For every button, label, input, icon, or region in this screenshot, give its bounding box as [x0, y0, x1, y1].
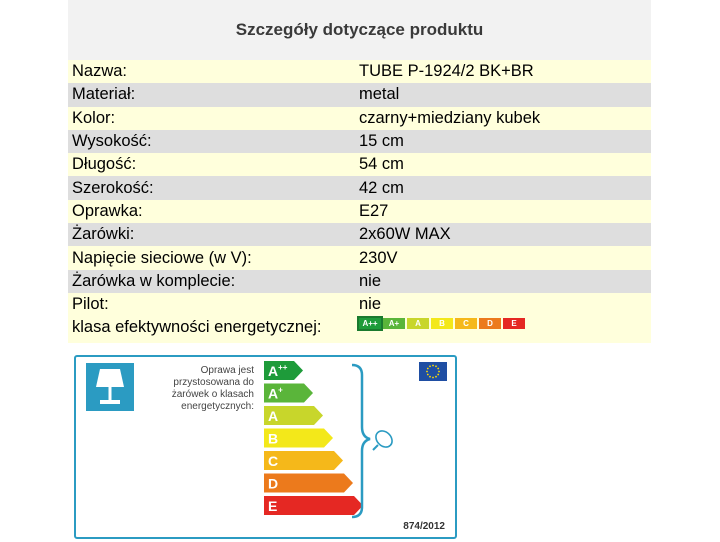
row-label: Materiał:	[72, 85, 136, 104]
table-row	[68, 176, 651, 199]
energy-class-mini-scale	[359, 316, 525, 329]
lamp-icon	[86, 363, 134, 411]
energy-class-letter: A	[268, 408, 279, 424]
table-row	[68, 223, 651, 246]
row-label: Kolor:	[72, 108, 116, 127]
energy-class-letter: C	[268, 453, 279, 469]
row-value: 42 cm	[359, 178, 404, 197]
table-row	[68, 130, 651, 153]
label-description-line: Oprawa jest	[200, 365, 254, 376]
row-value: 230V	[359, 248, 398, 267]
eu-star-icon	[435, 365, 437, 367]
energy-class-chip: A+	[383, 318, 405, 329]
energy-class-letter: D	[268, 475, 279, 492]
table-row	[68, 270, 651, 293]
row-label: Szerokość:	[72, 178, 154, 197]
energy-class-row	[68, 316, 651, 343]
details-table	[68, 60, 651, 316]
eu-star-icon	[429, 365, 431, 367]
eu-star-icon	[432, 365, 434, 367]
energy-class-chip: A++	[359, 318, 381, 329]
table-row	[68, 153, 651, 176]
eu-star-icon	[435, 376, 437, 378]
row-label: Żarówka w komplecie:	[72, 271, 236, 290]
energy-class-letter: A++	[268, 363, 288, 379]
energy-class-chip: D	[479, 318, 501, 329]
energy-class-letter: E	[268, 498, 278, 514]
row-value: nie	[359, 271, 382, 290]
table-row	[68, 293, 651, 316]
energy-class-chip: A	[407, 318, 429, 329]
row-value: 54 cm	[359, 155, 404, 174]
row-value: E27	[359, 201, 389, 220]
energy-label-area	[68, 347, 651, 540]
eu-star-icon	[437, 374, 439, 376]
eu-star-icon	[438, 371, 440, 373]
energy-class-label: klasa efektywności energetycznej:	[72, 318, 322, 337]
row-value: 15 cm	[359, 132, 404, 151]
energy-class-arrow	[264, 496, 363, 515]
label-description-line: żarówek o klasach	[171, 389, 254, 400]
row-label: Pilot:	[72, 295, 109, 314]
row-value: nie	[359, 295, 382, 314]
label-description-line: przystosowana do	[173, 377, 254, 388]
row-value: czarny+miedziany kubek	[359, 108, 541, 127]
label-description	[172, 365, 255, 412]
row-label: Żarówki:	[72, 225, 135, 244]
row-value: metal	[359, 85, 400, 104]
energy-class-chip: B	[431, 318, 453, 329]
label-description-line: energetycznych:	[181, 401, 254, 412]
row-label: Nazwa:	[72, 62, 128, 81]
table-row	[68, 107, 651, 130]
energy-class-arrows	[264, 361, 363, 515]
regulation-number: 874/2012	[403, 521, 445, 532]
energy-class-chip: C	[455, 318, 477, 329]
energy-class-letter: B	[268, 430, 279, 447]
eu-star-icon	[429, 376, 431, 378]
bulb-icon	[373, 428, 396, 451]
eu-star-icon	[426, 371, 428, 373]
product-details-panel	[68, 0, 651, 540]
row-value: TUBE P-1924/2 BK+BR	[359, 62, 534, 81]
energy-class-letter: A+	[268, 385, 283, 402]
row-label: Oprawka:	[72, 201, 143, 220]
eu-flag-icon	[419, 362, 447, 381]
table-row	[68, 60, 651, 83]
eu-star-icon	[437, 368, 439, 370]
energy-class-chip: E	[503, 318, 525, 329]
row-label: Wysokość:	[72, 132, 152, 151]
eu-star-icon	[427, 368, 429, 370]
page-title: Szczegóły dotyczące produktu	[68, 0, 651, 60]
row-label: Długość:	[72, 155, 137, 174]
table-row	[68, 200, 651, 223]
class-bracket	[352, 365, 370, 517]
table-row	[68, 83, 651, 106]
eu-star-icon	[432, 377, 434, 379]
row-value: 2x60W MAX	[359, 225, 451, 244]
row-label: Napięcie sieciowe (w V):	[72, 248, 252, 267]
energy-label-graphic	[76, 357, 455, 537]
table-row	[68, 246, 651, 269]
eu-star-icon	[427, 374, 429, 376]
energy-label-card	[74, 355, 457, 539]
